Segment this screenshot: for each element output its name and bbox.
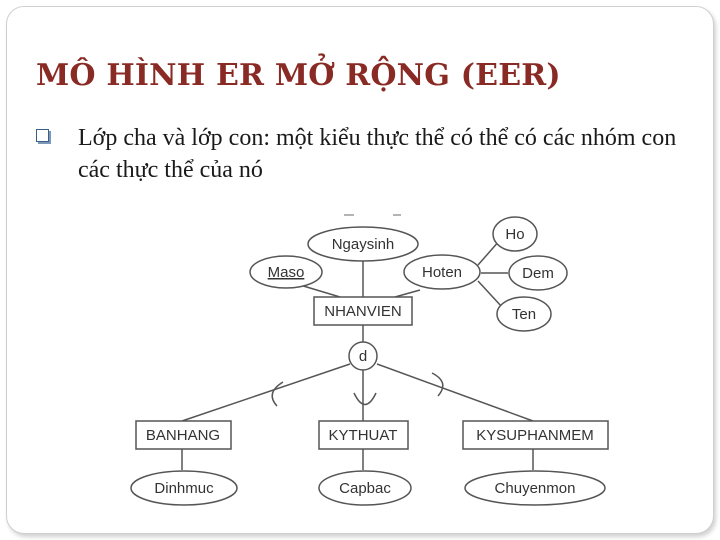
- entity-banhang-label: BANHANG: [145, 427, 221, 444]
- attr-chuyenmon-label: Chuyenmon: [494, 480, 576, 497]
- line-d-banhang: [182, 364, 350, 421]
- entity-nhanvien-label: NHANVIEN: [324, 303, 402, 320]
- attr-hoten-label: Hoten: [421, 264, 463, 281]
- entity-kythuat-label: KYTHUAT: [328, 427, 398, 444]
- bullet-text: Lớp cha và lớp con: một kiểu thực thể có thể có các nhóm con các thực thể của nó: [78, 125, 677, 183]
- subset-arc-kythuat: [354, 393, 376, 405]
- attr-ten-label: Ten: [511, 306, 537, 323]
- attr-dinhmuc-label: Dinhmuc: [154, 480, 214, 497]
- slide-title: MÔ HÌNH ER MỞ RỘNG (EER): [36, 58, 561, 93]
- attr-ho-label: Ho: [505, 226, 525, 243]
- disjoint-label: d: [358, 348, 368, 365]
- line-hoten: [395, 290, 420, 297]
- attr-dem-label: Dem: [522, 265, 554, 282]
- subset-arc-banhang: [272, 382, 283, 406]
- entity-kysuphanmem-label: KYSUPHANMEM: [476, 427, 594, 444]
- attr-ngaysinh-label: Ngaysinh: [331, 236, 395, 253]
- attr-maso-label: Maso: [267, 264, 305, 281]
- line-ten: [478, 281, 502, 307]
- line-d-kysuphanmem: [377, 364, 533, 421]
- line-maso: [300, 285, 340, 297]
- attr-capbac-label: Capbac: [339, 480, 391, 497]
